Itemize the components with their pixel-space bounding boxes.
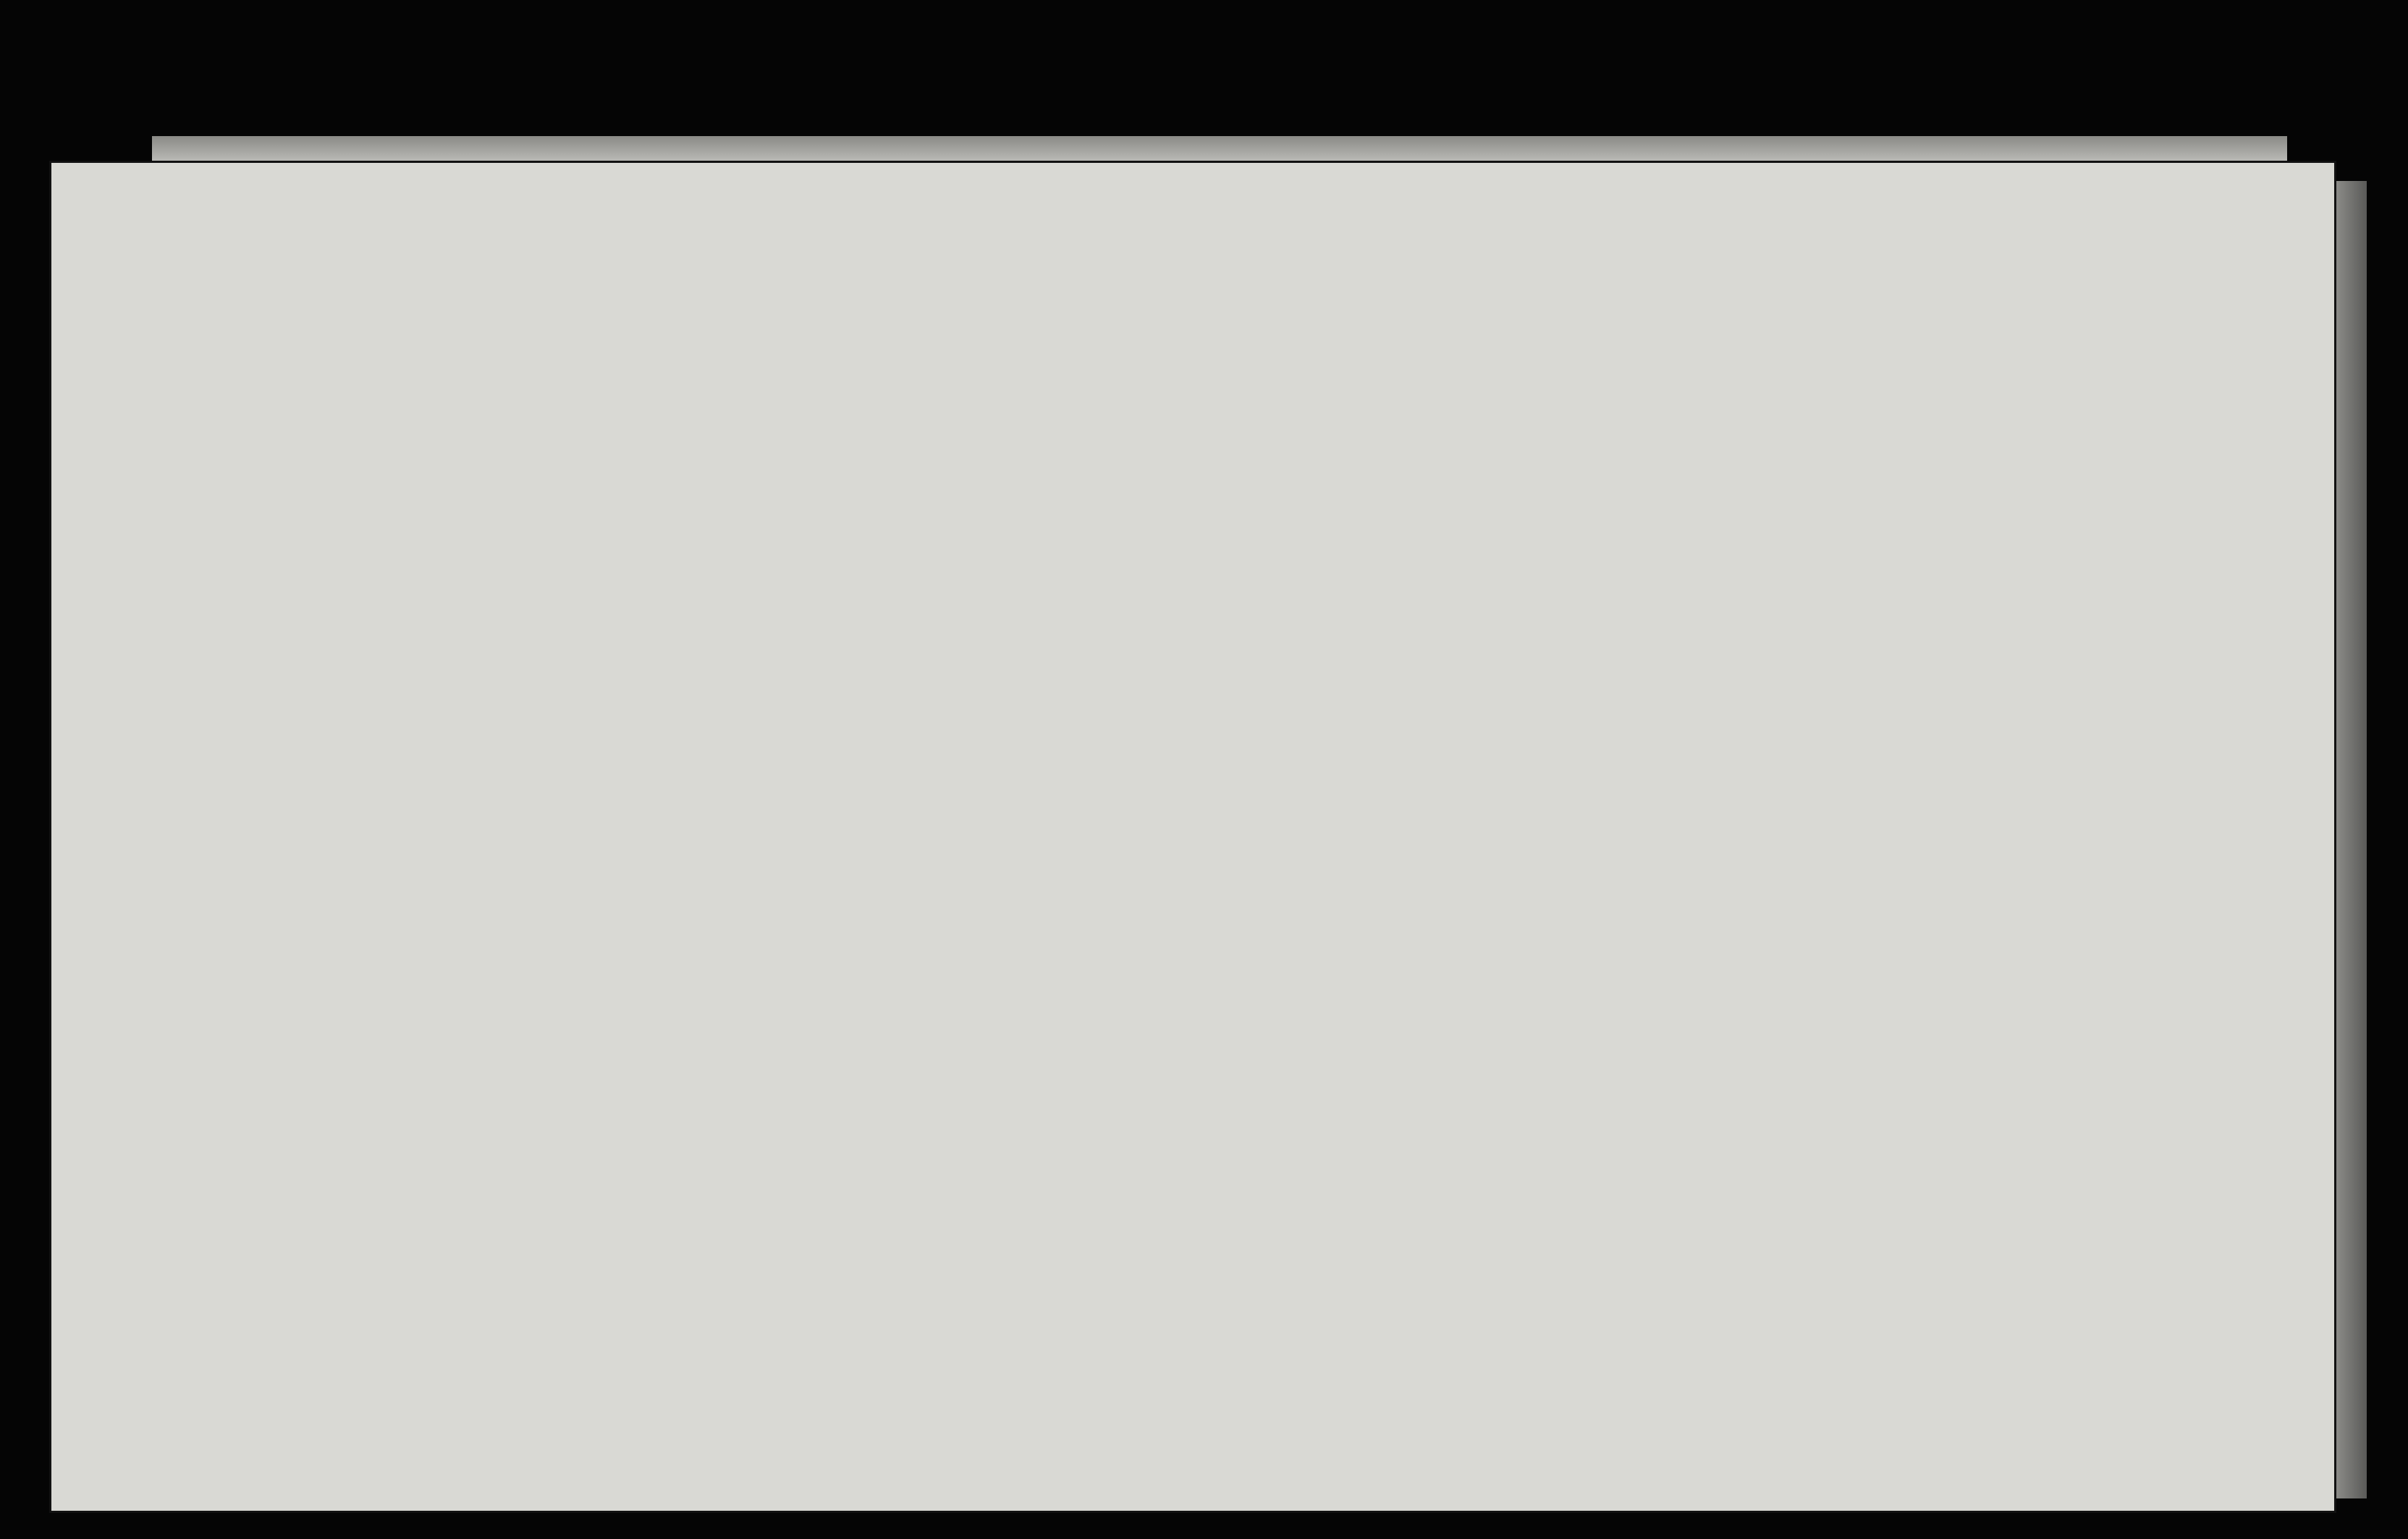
census-card-page <box>49 161 2336 1513</box>
